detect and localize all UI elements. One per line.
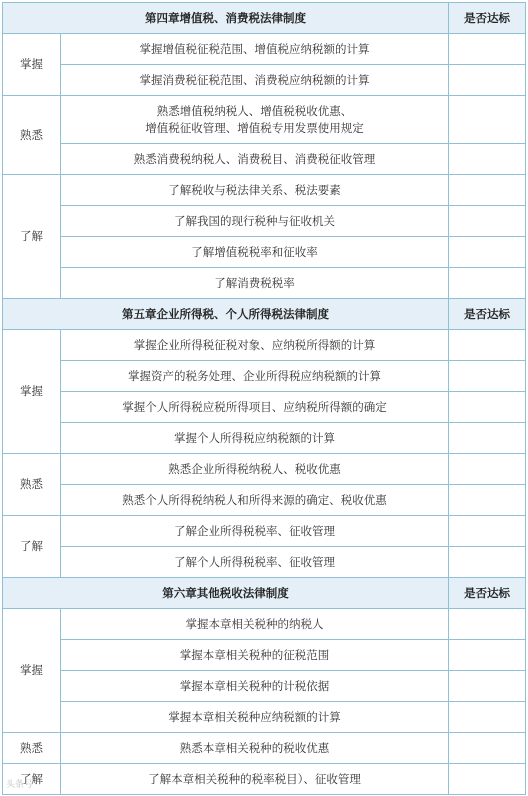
requirement-item: 掌握消费税征税范围、消费税应纳税额的计算: [61, 65, 449, 96]
status-cell[interactable]: [449, 764, 526, 795]
requirement-item: 了解企业所得税税率、征收管理: [61, 516, 449, 547]
status-cell[interactable]: [449, 454, 526, 485]
requirement-item: 熟悉本章相关税种的税收优惠: [61, 733, 449, 764]
requirement-item: 了解消费税税率: [61, 268, 449, 299]
level-label: 掌握: [3, 330, 61, 454]
status-cell[interactable]: [449, 733, 526, 764]
status-cell[interactable]: [449, 144, 526, 175]
status-cell[interactable]: [449, 96, 526, 144]
chapter-title: 第六章其他税收法律制度: [3, 578, 449, 609]
status-cell[interactable]: [449, 392, 526, 423]
chapter-header: [3, 299, 526, 330]
requirement-item: 掌握本章相关税种应纳税额的计算: [61, 702, 449, 733]
level-label: 了解: [3, 764, 61, 795]
table-row: [3, 454, 526, 485]
status-cell[interactable]: [449, 175, 526, 206]
table-row: [3, 640, 526, 671]
requirement-item: 掌握本章相关税种的征税范围: [61, 640, 449, 671]
status-cell[interactable]: [449, 237, 526, 268]
status-cell[interactable]: [449, 516, 526, 547]
watermark: 头条号: [6, 780, 34, 790]
chapter-title: 第四章增值税、消费税法律制度: [3, 3, 449, 34]
chapter-title: 第五章企业所得税、个人所得税法律制度: [3, 299, 449, 330]
requirement-item: 了解我国的现行税种与征收机关: [61, 206, 449, 237]
study-checklist-table: [2, 2, 526, 795]
table-row: [3, 392, 526, 423]
table-row: [3, 34, 526, 65]
table-row: [3, 485, 526, 516]
level-label: 掌握: [3, 609, 61, 733]
table-row: [3, 330, 526, 361]
table-row: [3, 206, 526, 237]
table-row: [3, 516, 526, 547]
table-row: [3, 733, 526, 764]
status-cell[interactable]: [449, 206, 526, 237]
table-row: [3, 423, 526, 454]
requirement-item: 了解增值税税率和征收率: [61, 237, 449, 268]
status-header: 是否达标: [449, 3, 526, 34]
level-label: 了解: [3, 516, 61, 578]
status-cell[interactable]: [449, 485, 526, 516]
table-row: [3, 144, 526, 175]
requirement-item: 掌握本章相关税种的纳税人: [61, 609, 449, 640]
status-cell[interactable]: [449, 330, 526, 361]
table-row: [3, 268, 526, 299]
table-row: [3, 702, 526, 733]
requirement-item: 掌握个人所得税应纳税额的计算: [61, 423, 449, 454]
status-cell[interactable]: [449, 34, 526, 65]
status-header: 是否达标: [449, 578, 526, 609]
level-label: 熟悉: [3, 454, 61, 516]
table-row: [3, 96, 526, 144]
chapter-header: [3, 578, 526, 609]
status-cell[interactable]: [449, 702, 526, 733]
requirement-item: 熟悉企业所得税纳税人、税收优惠: [61, 454, 449, 485]
table-row: [3, 609, 526, 640]
requirement-item: 掌握个人所得税应税所得项目、应纳税所得额的确定: [61, 392, 449, 423]
status-cell[interactable]: [449, 65, 526, 96]
level-label: 掌握: [3, 34, 61, 96]
level-label: 熟悉: [3, 96, 61, 175]
requirement-item: 掌握资产的税务处理、企业所得税应纳税额的计算: [61, 361, 449, 392]
status-cell[interactable]: [449, 547, 526, 578]
status-cell[interactable]: [449, 640, 526, 671]
table-row: [3, 175, 526, 206]
requirement-item: 熟悉增值税纳税人、增值税税收优惠、 增值税征收管理、增值税专用发票使用规定: [61, 96, 449, 144]
level-label: 了解: [3, 175, 61, 299]
requirement-item: 了解税收与税法律关系、税法要素: [61, 175, 449, 206]
chapter-header: [3, 3, 526, 34]
table-row: [3, 671, 526, 702]
requirement-item: 了解本章相关税种的税率税目）、征收管理: [61, 764, 449, 795]
requirement-item: 掌握企业所得税征税对象、应纳税所得额的计算: [61, 330, 449, 361]
status-cell[interactable]: [449, 268, 526, 299]
requirement-item: 熟悉消费税纳税人、消费税目、消费税征收管理: [61, 144, 449, 175]
status-cell[interactable]: [449, 423, 526, 454]
table-row: [3, 547, 526, 578]
status-cell[interactable]: [449, 671, 526, 702]
table-row: [3, 764, 526, 795]
requirement-item: 熟悉个人所得税纳税人和所得来源的确定、税收优惠: [61, 485, 449, 516]
requirement-item: 掌握本章相关税种的计税依据: [61, 671, 449, 702]
requirement-item: 掌握增值税征税范围、增值税应纳税额的计算: [61, 34, 449, 65]
requirement-item: 了解个人所得税税率、征收管理: [61, 547, 449, 578]
status-header: 是否达标: [449, 299, 526, 330]
table-row: [3, 361, 526, 392]
status-cell[interactable]: [449, 609, 526, 640]
table-row: [3, 237, 526, 268]
table-row: [3, 65, 526, 96]
level-label: 熟悉: [3, 733, 61, 764]
status-cell[interactable]: [449, 361, 526, 392]
